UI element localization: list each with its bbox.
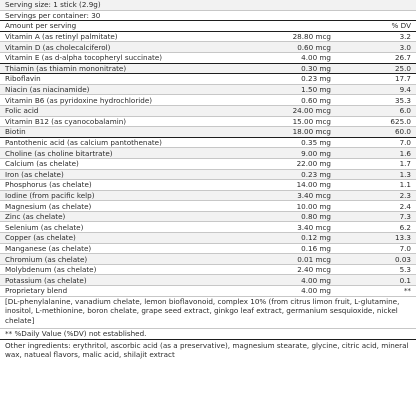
nutrient-row bbox=[0, 265, 416, 276]
nutrient-name: Phosphorus (as chelate) bbox=[5, 180, 92, 190]
nutrient-row bbox=[0, 212, 416, 223]
nutrient-name: Magnesium (as chelate) bbox=[5, 201, 92, 211]
nutrient-amount: 10.00 mg bbox=[296, 201, 331, 211]
nutrient-dv: 0.1 bbox=[399, 275, 411, 285]
nutrient-row bbox=[0, 148, 416, 159]
nutrient-row bbox=[0, 191, 416, 202]
nutrient-amount: 0.60 mcg bbox=[297, 42, 331, 52]
nutrient-name: Vitamin E (as d-alpha tocopheryl succinate) bbox=[5, 53, 163, 63]
proprietary-blend-ingredients: [DL-phenylalanine, vanadium chelate, lemon bioflavonoid, complex 10% (from citrus limon fruit, L-glutamine, inositol, L-methionine, boron chelate, grape seed extract, ginkgo leaf extract, germanium sesquioxide, nickel chelate] bbox=[0, 297, 416, 329]
nutrient-dv: ** bbox=[403, 286, 411, 296]
nutrient-name: Manganese (as chelate) bbox=[5, 243, 92, 253]
nutrient-amount: 0.16 mg bbox=[301, 243, 331, 253]
nutrient-amount: 0.35 mg bbox=[301, 138, 331, 148]
nutrient-name: Niacin (as niacinamide) bbox=[5, 85, 90, 95]
nutrient-dv: 7.0 bbox=[399, 243, 411, 253]
nutrient-name: Zinc (as chelate) bbox=[5, 212, 66, 222]
nutrient-amount: 0.12 mg bbox=[301, 233, 331, 243]
nutrient-name: Folic acid bbox=[5, 106, 39, 116]
nutrient-row bbox=[0, 286, 416, 297]
nutrient-name: Proprietary blend bbox=[5, 286, 68, 296]
nutrient-row bbox=[0, 254, 416, 265]
nutrient-dv: 6.2 bbox=[399, 222, 411, 232]
nutrient-list bbox=[0, 32, 416, 297]
servings-per-container: Servings per container: 30 bbox=[0, 11, 416, 22]
nutrient-dv: 2.4 bbox=[399, 201, 411, 211]
nutrient-dv: 3.2 bbox=[399, 32, 411, 42]
nutrient-name: Potassium (as chelate) bbox=[5, 275, 87, 285]
nutrient-name: Vitamin B6 (as pyridoxine hydrochloride) bbox=[5, 95, 153, 105]
nutrient-dv: 35.3 bbox=[394, 95, 411, 105]
nutrient-amount: 28.80 mcg bbox=[292, 32, 331, 42]
nutrient-name: Biotin bbox=[5, 127, 26, 137]
nutrient-dv: 7.3 bbox=[399, 212, 411, 222]
dv-footnote: ** %Daily Value (%DV) not established. bbox=[0, 329, 416, 340]
nutrient-amount: 0.23 mg bbox=[301, 74, 331, 84]
nutrient-row bbox=[0, 201, 416, 212]
nutrient-amount: 24.00 mcg bbox=[292, 106, 331, 116]
nutrient-name: Vitamin D (as cholecalciferol) bbox=[5, 42, 111, 52]
nutrient-name: Selenium (as chelate) bbox=[5, 222, 84, 232]
nutrient-row bbox=[0, 180, 416, 191]
nutrient-row bbox=[0, 138, 416, 149]
nutrient-dv: 2.3 bbox=[399, 190, 411, 200]
nutrient-amount: 22.00 mg bbox=[296, 159, 331, 169]
nutrient-dv: 13.3 bbox=[394, 233, 411, 243]
nutrient-row bbox=[0, 53, 416, 64]
nutrient-dv: 9.4 bbox=[399, 85, 411, 95]
column-header-row bbox=[0, 21, 416, 32]
nutrient-dv: 60.0 bbox=[394, 127, 411, 137]
nutrient-row bbox=[0, 85, 416, 96]
nutrient-amount: 0.60 mg bbox=[301, 95, 331, 105]
nutrient-row bbox=[0, 117, 416, 128]
nutrient-row bbox=[0, 106, 416, 117]
nutrient-amount: 0.23 mg bbox=[301, 169, 331, 179]
nutrient-amount: 0.80 mg bbox=[301, 212, 331, 222]
nutrient-row bbox=[0, 64, 416, 75]
nutrient-row bbox=[0, 275, 416, 286]
nutrient-dv: 625.0 bbox=[390, 116, 411, 126]
nutrient-amount: 4.00 mg bbox=[301, 286, 331, 296]
nutrient-dv: 25.0 bbox=[394, 63, 411, 73]
nutrient-amount: 14.00 mg bbox=[296, 180, 331, 190]
nutrient-dv: 1.3 bbox=[399, 169, 411, 179]
nutrient-amount: 2.40 mcg bbox=[297, 265, 331, 275]
dv-header: % DV bbox=[391, 21, 411, 31]
nutrient-dv: 7.0 bbox=[399, 138, 411, 148]
nutrient-amount: 3.40 mcg bbox=[297, 190, 331, 200]
nutrient-row bbox=[0, 159, 416, 170]
nutrient-name: Iron (as chelate) bbox=[5, 169, 64, 179]
nutrient-dv: 26.7 bbox=[394, 53, 411, 63]
nutrient-dv: 1.7 bbox=[399, 159, 411, 169]
nutrient-name: Riboflavin bbox=[5, 74, 41, 84]
amount-per-serving-header: Amount per serving bbox=[5, 21, 77, 31]
nutrient-dv: 3.0 bbox=[399, 42, 411, 52]
nutrient-row bbox=[0, 127, 416, 138]
nutrient-dv: 1.6 bbox=[399, 148, 411, 158]
nutrient-dv: 17.7 bbox=[394, 74, 411, 84]
nutrient-amount: 18.00 mcg bbox=[292, 127, 331, 137]
nutrient-amount: 0.30 mg bbox=[301, 63, 331, 73]
other-ingredients: Other ingredients: erythritol, ascorbic acid (as a preservative), magnesium stearate, glycine, citric acid, mineral wax, natueal flavors, malic acid, shilajit extract bbox=[5, 340, 409, 360]
nutrient-dv: 1.1 bbox=[399, 180, 411, 190]
nutrient-row bbox=[0, 233, 416, 244]
nutrient-name: Pantothenic acid (as calcium pantothenate) bbox=[5, 138, 162, 148]
nutrient-name: Calcium (as chelate) bbox=[5, 159, 79, 169]
nutrient-name: Thiamin (as thiamin mononitrate) bbox=[5, 63, 127, 73]
nutrient-amount: 9.00 mg bbox=[301, 148, 331, 158]
nutrient-amount: 4.00 mg bbox=[301, 53, 331, 63]
nutrient-row bbox=[0, 32, 416, 43]
nutrient-name: Iodine (from pacific kelp) bbox=[5, 190, 95, 200]
nutrient-amount: 1.50 mg bbox=[301, 85, 331, 95]
nutrient-row bbox=[0, 244, 416, 255]
nutrient-row bbox=[0, 42, 416, 53]
nutrient-row bbox=[0, 74, 416, 85]
nutrient-row bbox=[0, 95, 416, 106]
nutrient-amount: 15.00 mcg bbox=[292, 116, 331, 126]
nutrient-amount: 3.40 mcg bbox=[297, 222, 331, 232]
nutrient-name: Molybdenum (as chelate) bbox=[5, 265, 97, 275]
nutrient-amount: 4.00 mg bbox=[301, 275, 331, 285]
nutrient-amount: 0.01 mcg bbox=[297, 254, 331, 264]
nutrient-name: Copper (as chelate) bbox=[5, 233, 76, 243]
nutrient-dv: 5.3 bbox=[399, 265, 411, 275]
nutrient-row bbox=[0, 222, 416, 233]
nutrient-dv: 6.0 bbox=[399, 106, 411, 116]
nutrient-name: Vitamin A (as retinyl palmitate) bbox=[5, 32, 118, 42]
nutrient-name: Vitamin B12 (as cyanocobalamin) bbox=[5, 116, 127, 126]
serving-size: Serving size: 1 stick (2.9g) bbox=[0, 0, 416, 11]
nutrient-name: Choline (as choline bitartrate) bbox=[5, 148, 113, 158]
nutrient-row bbox=[0, 170, 416, 181]
nutrient-name: Chromium (as chelate) bbox=[5, 254, 88, 264]
nutrient-dv: 0.03 bbox=[394, 254, 411, 264]
